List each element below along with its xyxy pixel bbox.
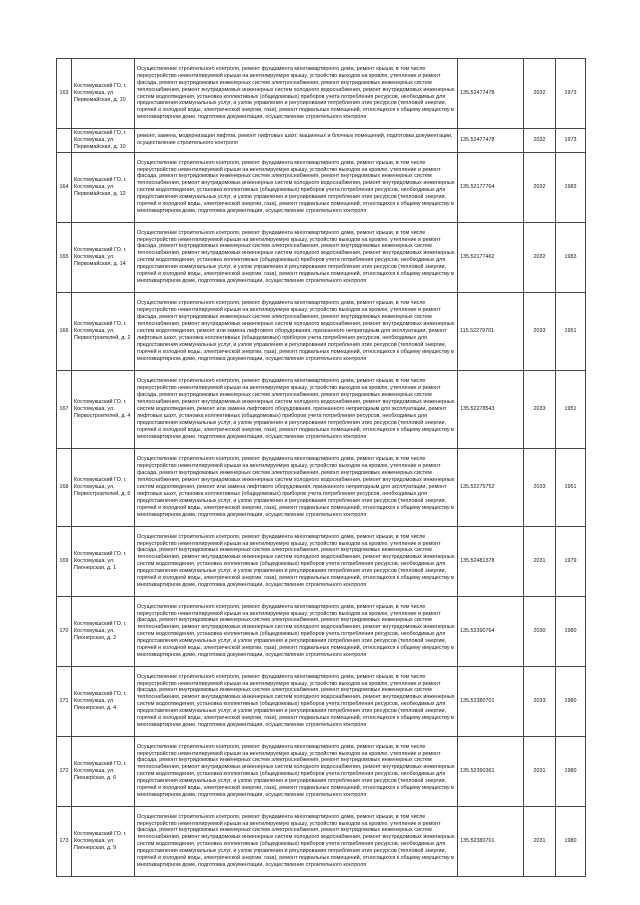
build-year-cell: 1980 [556,806,586,876]
table-row [57,666,586,736]
planned-year-cell: 2032 [524,152,556,222]
works-cell: Осуществление строительного контроля, ремонт фундамента многоквартирного дома, ремонт крыши, в том числе переустройство невентилируемой крыши на вентилируемую крышу, устройство выходов на кровлю, утепление и ремонт фасада, ремонт внутридомовых инженерных систем электроснабжения, ремонт внутридомовых инженерных систем теплоснабжения, ремонт внутридомовых инженерных систем холодного водоснабжения, ремонт внутридомовых инженерных систем водоотведения, установка коллективных (общедомовых) приборов учета потребления ресурсов, необходимых для предоставления коммунальных услуг, и узлов управления и регулирования потребления этих ресурсов (тепловой энергии, горячей и холодной воды, электрической энергии, газа), ремонт подвальных помещений, относящихся к общему имуществу в многоквартирном доме, подготовка документации, осуществление строительного контроля [135,806,458,876]
works-cell: Осуществление строительного контроля, ремонт фундамента многоквартирного дома, ремонт крыши, в том числе переустройство невентилируемой крыши на вентилируемую крышу, устройство выходов на кровлю, утепление и ремонт фасада, ремонт внутридомовых инженерных систем электроснабжения, ремонт внутридомовых инженерных систем теплоснабжения, ремонт внутридомовых инженерных систем холодного водоснабжения, ремонт внутридомовых инженерных систем водоотведения, установка коллективных (общедомовых) приборов учета потребления ресурсов, необходимых для предоставления коммунальных услуг, и узлов управления и регулирования потребления этих ресурсов (тепловой энергии, горячей и холодной воды, электрической энергии, газа), ремонт подвальных помещений, относящихся к общему имуществу в многоквартирном доме, подготовка документации, осуществление строительного контроля [135,736,458,806]
address-cell: Костомукшский ГО, г. Костомукша, ул. Пионерская, д. 4 [72,666,135,736]
cost-cell: 135.52477478 [458,59,524,129]
planned-year-cell: 2033 [524,370,556,448]
planned-year-cell: 2031 [524,736,556,806]
address-cell: Костомукшский ГО, г. Костомукша, ул. Первостроителей, д. 6 [72,448,135,526]
cost-cell: 135.52477478 [458,129,524,153]
planned-year-cell: 2031 [524,526,556,596]
build-year-cell: 1951 [556,370,586,448]
cost-cell: 135.52380701 [458,806,524,876]
cost-cell: 135.52177764 [458,152,524,222]
cost-cell: 135.52390764 [458,596,524,666]
row-number: 168 [57,448,72,526]
table-row [57,736,586,806]
works-cell: Осуществление строительного контроля, ремонт фундамента многоквартирного дома, ремонт крыши, в том числе переустройство невентилируемой крыши на вентилируемую крышу, устройство выходов на кровлю, утепление и ремонт фасада, ремонт внутридомовых инженерных систем электроснабжения, ремонт внутридомовых инженерных систем теплоснабжения, ремонт внутридомовых инженерных систем холодного водоснабжения, ремонт внутридомовых инженерных систем водоотведения, установка коллективных (общедомовых) приборов учета потребления ресурсов, необходимых для предоставления коммунальных услуг, и узлов управления и регулирования потребления этих ресурсов (тепловой энергии, горячей и холодной воды, электрической энергии, газа), ремонт подвальных помещений, относящихся к общему имуществу в многоквартирном доме, подготовка документации, осуществление строительного контроля [135,152,458,222]
row-number: 173 [57,806,72,876]
row-number: 163 [57,59,72,129]
planned-year-cell: 2031 [524,806,556,876]
address-cell: Костомукшский ГО, г. Костомукша, ул. Пионерская, д. 6 [72,736,135,806]
address-cell: Костомукшский ГО, г. Костомукша, ул. Первомайская, д. 10 [72,59,135,129]
works-cell: Осуществление строительного контроля, ремонт фундамента многоквартирного дома, ремонт крыши, в том числе переустройство невентилируемой крыши на вентилируемую крышу, устройство выходов на кровлю, утепление и ремонт фасада, ремонт внутридомовых инженерных систем электроснабжения, ремонт внутридомовых инженерных систем теплоснабжения, ремонт внутридомовых инженерных систем холодного водоснабжения, ремонт внутридомовых инженерных систем водоотведения, установка коллективных (общедомовых) приборов учета потребления ресурсов, необходимых для предоставления коммунальных услуг, и узлов управления и регулирования потребления этих ресурсов (тепловой энергии, горячей и холодной воды, электрической энергии, газа), ремонт подвальных помещений, относящихся к общему имуществу в многоквартирном доме, подготовка документации, осуществление строительного контроля [135,666,458,736]
row-number: 169 [57,526,72,596]
address-cell: Костомукшский ГО, г. Костомукша, ул. Первостроителей, д. 4 [72,370,135,448]
table-row [57,806,586,876]
works-cell: Осуществление строительного контроля, ремонт фундамента многоквартирного дома, ремонт крыши, в том числе переустройство невентилируемой крыши на вентилируемую крышу, устройство выходов на кровлю, утепление и ремонт фасада, ремонт внутридомовых инженерных систем электроснабжения, ремонт внутридомовых инженерных систем теплоснабжения, ремонт внутридомовых инженерных систем холодного водоснабжения, ремонт внутридомовых инженерных систем водоотведения, установка коллективных (общедомовых) приборов учета потребления ресурсов, необходимых для предоставления коммунальных услуг, и узлов управления и регулирования потребления этих ресурсов (тепловой энергии, горячей и холодной воды, электрической энергии, газа), ремонт подвальных помещений, относящихся к общему имуществу в многоквартирном доме, подготовка документации, осуществление строительного контроля [135,596,458,666]
works-cell: Осуществление строительного контроля, ремонт фундамента многоквартирного дома, ремонт крыши, в том числе переустройство невентилируемой крыши на вентилируемую крышу, устройство выходов на кровлю, утепление и ремонт фасада, ремонт внутридомовых инженерных систем электроснабжения, ремонт внутридомовых инженерных систем теплоснабжения, ремонт внутридомовых инженерных систем холодного водоснабжения, ремонт внутридомовых инженерных систем водоотведения, установка коллективных (общедомовых) приборов учета потребления ресурсов, необходимых для предоставления коммунальных услуг, и узлов управления и регулирования потребления этих ресурсов (тепловой энергии, горячей и холодной воды, электрической энергии, газа), ремонт подвальных помещений, относящихся к общему имуществу в многоквартирном доме, подготовка документации, осуществление строительного контроля [135,222,458,292]
address-cell: Костомукшский ГО, г. Костомукша, ул. Первомайская, д. 12 [72,152,135,222]
row-number: 171 [57,666,72,736]
address-cell: Костомукшский ГО, г. Костомукша, ул. Пионерская, д. 1 [72,526,135,596]
build-year-cell: 1951 [556,448,586,526]
build-year-cell: 1973 [556,129,586,153]
row-number: 167 [57,370,72,448]
cost-cell: 115.52279701 [458,292,524,370]
works-cell: Осуществление строительного контроля, ремонт фундамента многоквартирного дома, ремонт крыши, в том числе переустройство невентилируемой крыши на вентилируемую крышу, устройство выходов на кровлю, утепление и ремонт фасада, ремонт внутридомовых инженерных систем электроснабжения, ремонт внутридомовых инженерных систем теплоснабжения, ремонт внутридомовых инженерных систем холодного водоснабжения, ремонт внутридомовых инженерных систем водоотведения, ремонт или замена лифтового оборудования, признанного непригодным для эксплуатации, ремонт лифтовых шахт, установка коллективных (общедомовых) приборов учета потребления ресурсов, необходимых для предоставления коммунальных услуг, и узлов управления и регулирования потребления этих ресурсов (тепловой энергии, горячей и холодной воды, электрической энергии, газа), ремонт подвальных помещений, относящихся к общему имуществу в многоквартирном доме, подготовка документации, осуществление строительного контроля [135,370,458,448]
table-row [57,222,586,292]
build-year-cell: 1951 [556,292,586,370]
planned-year-cell: 2033 [524,448,556,526]
planned-year-cell: 2033 [524,292,556,370]
table-row [57,448,586,526]
address-cell: Костомукшский ГО, г. Костомукша, ул. Пионерская, д. 2 [72,596,135,666]
build-year-cell: 1979 [556,526,586,596]
planned-year-cell: 2033 [524,666,556,736]
planned-year-cell: 2032 [524,129,556,153]
cost-cell: 135.52380701 [458,666,524,736]
works-cell: Осуществление строительного контроля, ремонт фундамента многоквартирного дома, ремонт крыши, в том числе переустройство невентилируемой крыши на вентилируемую крышу, устройство выходов на кровлю, утепление и ремонт фасада, ремонт внутридомовых инженерных систем электроснабжения, ремонт внутридомовых инженерных систем теплоснабжения, ремонт внутридомовых инженерных систем холодного водоснабжения, ремонт внутридомовых инженерных систем водоотведения, ремонт или замена лифтового оборудования, признанного непригодным для эксплуатации, ремонт лифтовых шахт, установка коллективных (общедомовых) приборов учета потребления ресурсов, необходимых для предоставления коммунальных услуг, и узлов управления и регулирования потребления этих ресурсов (тепловой энергии, горячей и холодной воды, электрической энергии, газа), ремонт подвальных помещений, относящихся к общему имуществу в многоквартирном доме, подготовка документации, осуществление строительного контроля [135,292,458,370]
table-row [57,526,586,596]
build-year-cell: 1983 [556,222,586,292]
address-cell: Костомукшский ГО, г. Костомукша, ул. Первомайская, д. 14 [72,222,135,292]
address-cell: Костомукшский ГО, г. Костомукша, ул. Первомайская, д. 10 [72,129,135,153]
works-cell: Осуществление строительного контроля, ремонт фундамента многоквартирного дома, ремонт крыши, в том числе переустройство невентилируемой крыши на вентилируемую крышу, устройство выходов на кровлю, утепление и ремонт фасада, ремонт внутридомовых инженерных систем электроснабжения, ремонт внутридомовых инженерных систем теплоснабжения, ремонт внутридомовых инженерных систем холодного водоснабжения, ремонт внутридомовых инженерных систем водоотведения, ремонт или замена лифтового оборудования, признанного непригодным для эксплуатации, ремонт лифтовых шахт, установка коллективных (общедомовых) приборов учета потребления ресурсов, необходимых для предоставления коммунальных услуг, и узлов управления и регулирования потребления этих ресурсов (тепловой энергии, горячей и холодной воды, электрической энергии, газа), ремонт подвальных помещений, относящихся к общему имуществу в многоквартирном доме, подготовка документации, осуществление строительного контроля [135,448,458,526]
row-number: 166 [57,292,72,370]
cost-cell: 135.52275752 [458,448,524,526]
table-body [57,59,586,877]
planned-year-cell: 2032 [524,222,556,292]
build-year-cell: 1980 [556,596,586,666]
works-cell: ремонт, замена, модернизация лифтов, ремонт лифтовых шахт, машинных и блочных помещений, подготовка документации, осуществление строительного контроля [135,129,458,153]
row-number [57,129,72,153]
cost-cell: 135.52278543 [458,370,524,448]
cost-cell: 135.52177462 [458,222,524,292]
row-number: 170 [57,596,72,666]
build-year-cell: 1983 [556,152,586,222]
build-year-cell: 1973 [556,59,586,129]
row-number: 165 [57,222,72,292]
table-row [57,152,586,222]
table-row [57,292,586,370]
build-year-cell: 1980 [556,666,586,736]
row-number: 172 [57,736,72,806]
table-row [57,596,586,666]
build-year-cell: 1980 [556,736,586,806]
planned-year-cell: 2032 [524,59,556,129]
cost-cell: 135.52481378 [458,526,524,596]
row-number: 164 [57,152,72,222]
works-cell: Осуществление строительного контроля, ремонт фундамента многоквартирного дома, ремонт крыши, в том числе переустройство невентилируемой крыши на вентилируемую крышу, устройство выходов на кровлю, утепление и ремонт фасада, ремонт внутридомовых инженерных систем электроснабжения, ремонт внутридомовых инженерных систем теплоснабжения, ремонт внутридомовых инженерных систем холодного водоснабжения, ремонт внутридомовых инженерных систем водоотведения, установка коллективных (общедомовых) приборов учета потребления ресурсов, необходимых для предоставления коммунальных услуг, и узлов управления и регулирования потребления этих ресурсов (тепловой энергии, горячей и холодной воды, электрической энергии, газа), ремонт подвальных помещений, относящихся к общему имуществу в многоквартирном доме, подготовка документации, осуществление строительного контроля [135,526,458,596]
planned-year-cell: 2030 [524,596,556,666]
table-row [57,59,586,129]
table-row [57,370,586,448]
address-cell: Костомукшский ГО, г. Костомукша, ул. Первостроителей, д. 2 [72,292,135,370]
capital-repair-table [56,58,586,877]
cost-cell: 135.52390361 [458,736,524,806]
works-cell: Осуществление строительного контроля, ремонт фундамента многоквартирного дома, ремонт крыши, в том числе переустройство невентилируемой крыши на вентилируемую крышу, устройство выходов на кровлю, утепление и ремонт фасада, ремонт внутридомовых инженерных систем электроснабжения, ремонт внутридомовых инженерных систем теплоснабжения, ремонт внутридомовых инженерных систем холодного водоснабжения, ремонт внутридомовых инженерных систем водоотведения, установка коллективных (общедомовых) приборов учета потребления ресурсов, необходимых для предоставления коммунальных услуг, и узлов управления и регулирования потребления этих ресурсов (тепловой энергии, горячей и холодной воды, электрической энергии, газа), ремонт подвальных помещений, относящихся к общему имуществу в многоквартирном доме, подготовка документации, осуществление строительного контроля [135,59,458,129]
address-cell: Костомукшский ГО, г. Костомукша, ул. Пионерская, д. 9 [72,806,135,876]
table-row [57,129,586,153]
